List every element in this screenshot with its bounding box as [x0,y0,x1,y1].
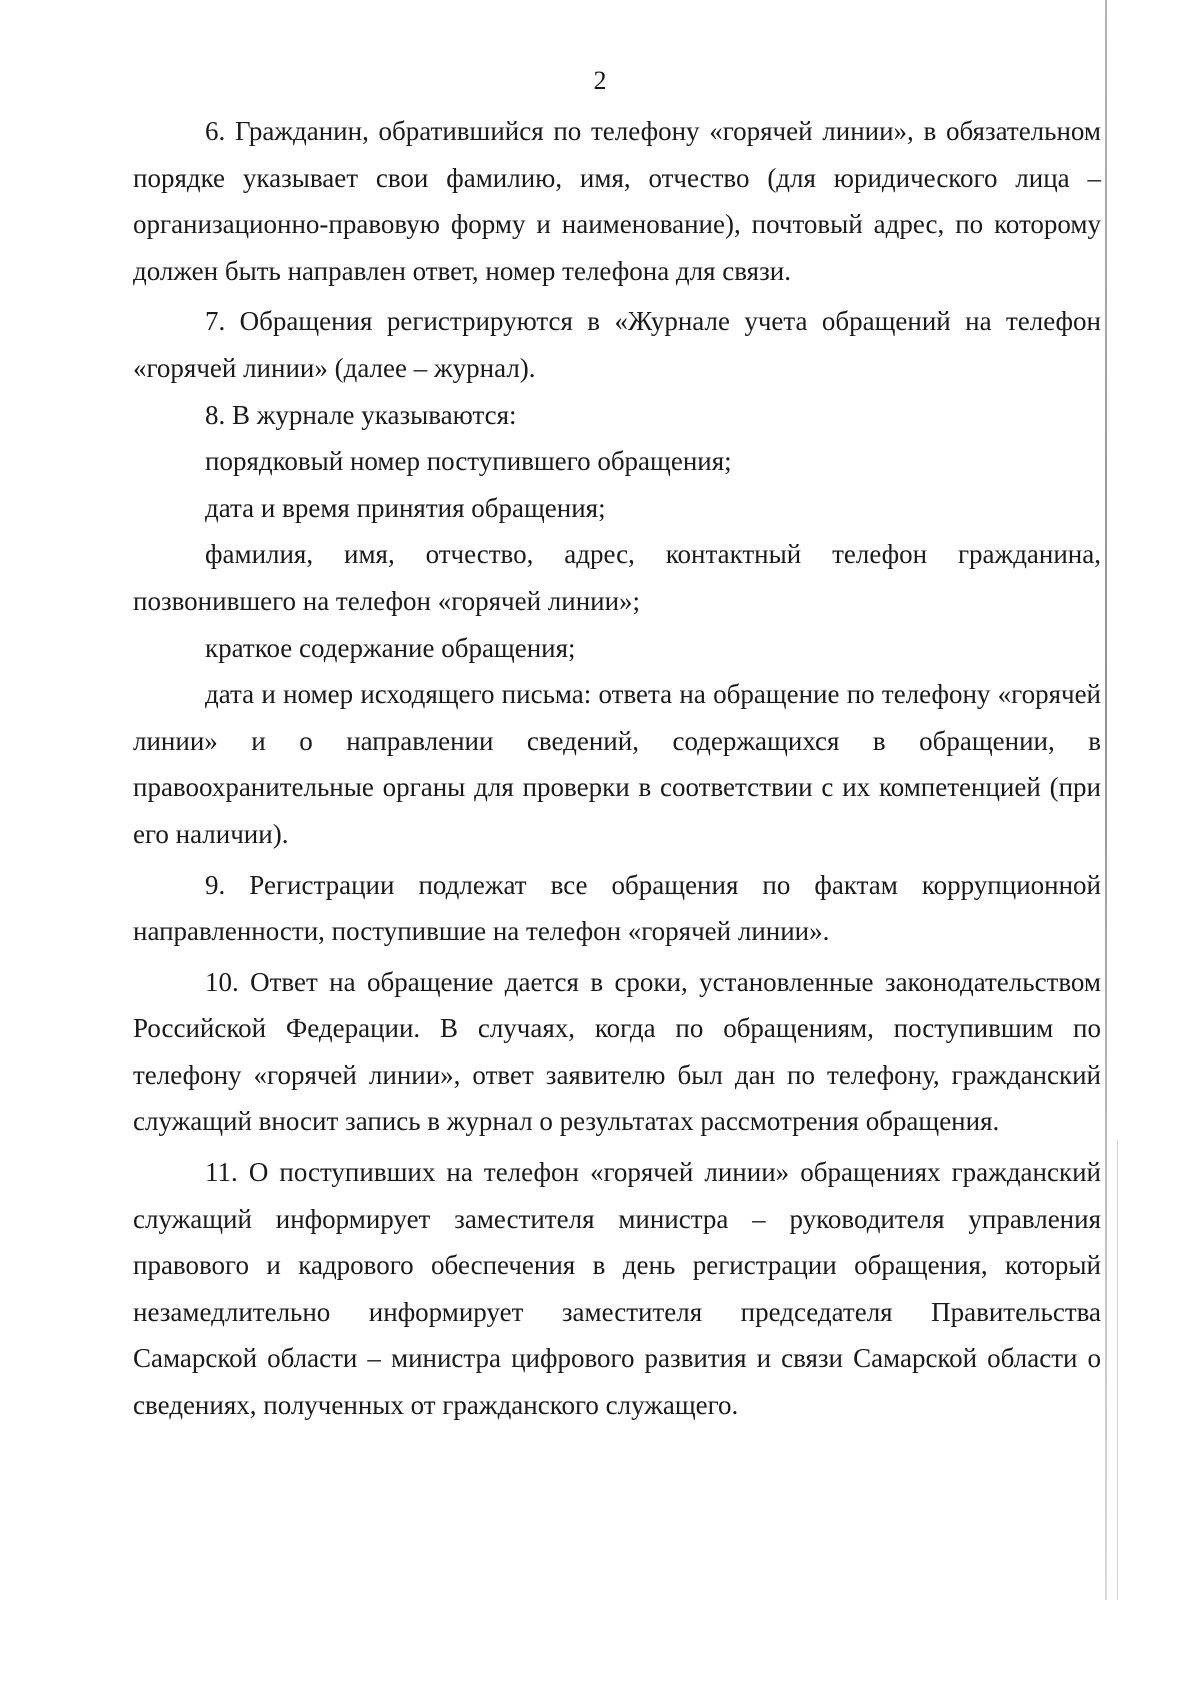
paragraph-10: 10. Ответ на обращение дается в сроки, установленные законодательством Российской Федерации. В случаях, когда по обращениям, поступившим по телефону «горячей линии», ответ заявителю был дан по телефону, гражданский служащий вносит запись в журнал о результатах рассмотрения обращения. [133,966,1101,1137]
paragraph-8: 8. В журнале указываются: [205,399,517,430]
list-item-summary: краткое содержание обращения; [205,632,576,663]
scan-edge-line [1105,0,1107,1600]
paragraph-11: 11. О поступивших на телефон «горячей линии» обращениях гражданский служащий информирует заместителя министра – руководителя управления правового и кадрового обеспечения в день регистрации обращения, который незамедлительно информирует заместителя председателя Правительства Самарской области – министра цифрового развития и связи Самарской области о сведениях, полученных от гражданского служащего. [133,1157,1101,1421]
list-item-date-time: дата и время принятия обращения; [205,492,606,523]
paragraph-7: 7. Обращения регистрируются в «Журнале учета обращений на телефон «горячей линии» (далее – журнал). [133,306,1101,383]
list-item-order-number: порядковый номер поступившего обращения; [205,446,732,477]
scan-edge-line-secondary [1117,1140,1118,1600]
list-item-outgoing-letter: дата и номер исходящего письма: ответа на обращение по телефону «горячей линии» и о направлении сведений, содержащихся в обращении, в правоохранительные органы для проверки в соответствии с их компетенцией (при его наличии). [133,679,1101,849]
list-item-caller-details: фамилия, имя, отчество, адрес, контактный телефон гражданина, позвонившего на телефон «горячей линии»; [133,539,1101,616]
document-body [133,108,1101,1429]
paragraph-6: 6. Гражданин, обратившийся по телефону «горячей линии», в обязательном порядке указывает свои фамилию, имя, отчество (для юридического лица – организационно-правовую форму и наименование), почтовый адрес, по которому должен быть направлен ответ, номер телефона для связи. [133,116,1101,286]
page-number: 2 [593,66,607,95]
paragraph-9: 9. Регистрации подлежат все обращения по фактам коррупционной направленности, поступившие на телефон «горячей линии». [133,869,1101,947]
